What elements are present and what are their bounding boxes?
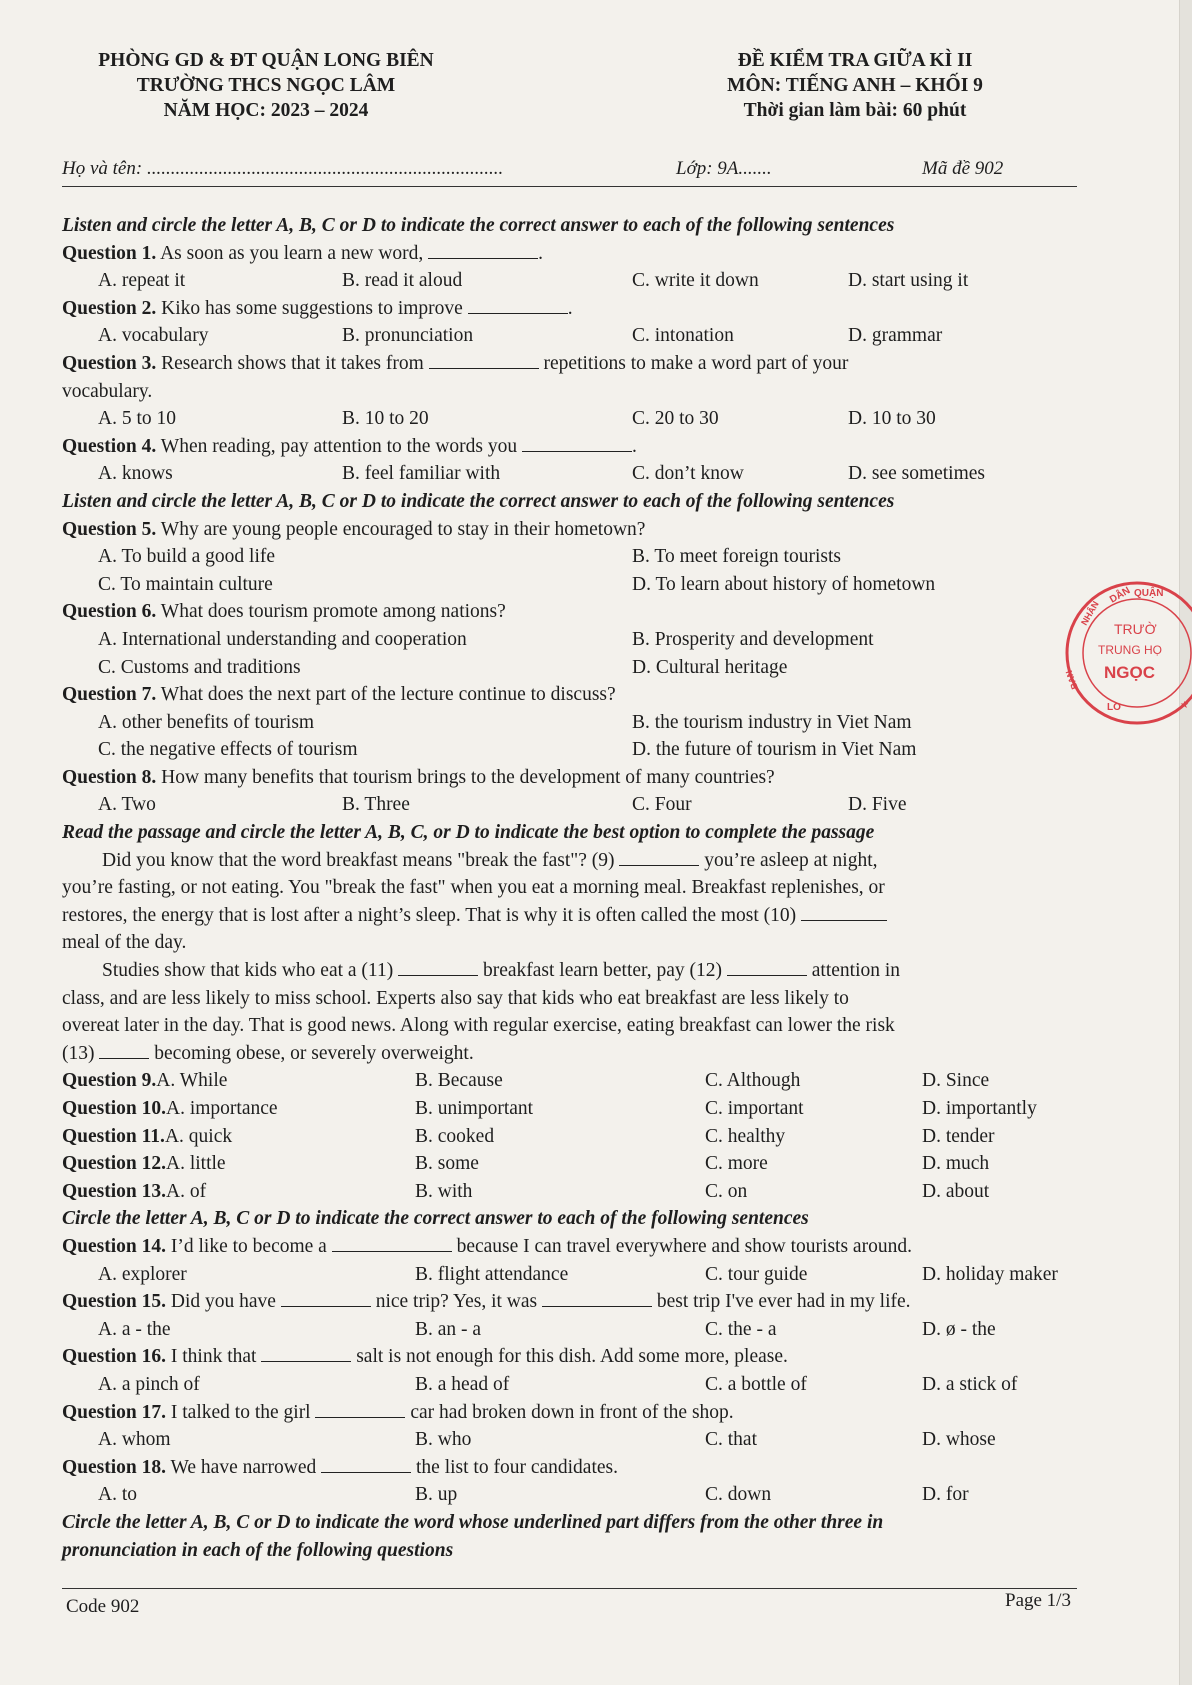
option-b[interactable]: B. 10 to 20 xyxy=(342,408,429,430)
option-b[interactable]: B. pronunciation xyxy=(342,325,474,347)
header-right-line-1: ĐỀ KIỂM TRA GIỮA KÌ II xyxy=(737,50,973,71)
answer-blank-2 xyxy=(542,1288,652,1307)
option-d[interactable]: D. start using it xyxy=(848,270,969,292)
option-b[interactable]: B. an - a xyxy=(415,1318,482,1340)
question-6-options-row-1 xyxy=(62,626,1102,654)
question-3-continuation: vocabulary. xyxy=(62,380,153,402)
gap-12 xyxy=(727,957,807,976)
option-d[interactable]: D. Since xyxy=(922,1070,990,1092)
question-15: Question 15. Did you have nice trip? Yes, it was best trip I've ever had in my life. xyxy=(62,1288,1102,1316)
option-d[interactable]: D. To learn about history of hometown xyxy=(632,573,936,595)
option-a[interactable]: A. quick xyxy=(164,1125,233,1147)
answer-blank xyxy=(321,1454,411,1473)
footer-code: Code 902 xyxy=(66,1596,140,1617)
section-4-instruction: Circle the letter A, B, C or D to indicate the correct answer to each of the following sentences xyxy=(62,1208,809,1230)
question-12-options xyxy=(62,1150,1102,1178)
question-5-options-row-2 xyxy=(62,571,1102,599)
header-left-line-3: NĂM HỌC: 2023 – 2024 xyxy=(163,100,369,121)
option-b[interactable]: B. with xyxy=(415,1180,473,1202)
option-a[interactable]: A. a pinch of xyxy=(98,1373,200,1395)
question-10-options xyxy=(62,1095,1102,1123)
option-a[interactable]: A. explorer xyxy=(98,1263,187,1285)
option-d[interactable]: D. holiday maker xyxy=(922,1263,1058,1285)
footer-page-number: Page 1/3 xyxy=(1005,1590,1071,1611)
option-a[interactable]: A. importance xyxy=(166,1098,278,1119)
option-c[interactable]: C. a bottle of xyxy=(705,1373,807,1395)
answer-blank xyxy=(261,1343,351,1362)
option-b[interactable]: B. who xyxy=(415,1429,472,1451)
option-b[interactable]: B. a head of xyxy=(415,1373,510,1395)
exam-code: Mã đề 902 xyxy=(922,158,1004,179)
option-a[interactable]: A. Two xyxy=(98,794,156,816)
option-a[interactable]: A. To build a good life xyxy=(98,546,276,568)
option-a[interactable]: A. vocabulary xyxy=(98,325,209,347)
option-c[interactable]: C. tour guide xyxy=(705,1263,808,1285)
section-5-instruction-line-2: pronunciation in each of the following questions xyxy=(62,1539,454,1561)
question-2-options xyxy=(62,322,1102,350)
option-a[interactable]: A. knows xyxy=(98,463,173,485)
question-6-options-row-2 xyxy=(62,654,1102,682)
answer-blank xyxy=(332,1233,452,1252)
question-9-options xyxy=(62,1067,1102,1095)
student-name-field[interactable]: Họ và tên: ........................................................................... xyxy=(62,158,504,179)
option-d[interactable]: D. grammar xyxy=(848,325,943,347)
question-1-options xyxy=(62,267,1102,295)
option-a[interactable]: A. repeat it xyxy=(98,270,186,292)
gap-13 xyxy=(99,1040,149,1059)
header-left-line-2: TRƯỜNG THCS NGỌC LÂM xyxy=(136,75,396,96)
question-label: Question 13. A. of xyxy=(62,1178,166,1206)
stamp-text-arc: DÂN xyxy=(1108,585,1133,606)
question-17-options xyxy=(62,1426,1102,1454)
question-6: Question 6. What does tourism promote among nations? xyxy=(62,601,506,623)
gap-10 xyxy=(801,902,887,921)
question-label: Question 10. A. importance xyxy=(62,1095,166,1123)
question-4: Question 4. When reading, pay attention to the words you . xyxy=(62,433,1102,461)
option-c[interactable]: C. don’t know xyxy=(632,463,744,485)
option-d[interactable]: D. see sometimes xyxy=(848,463,986,485)
question-14: Question 14. I’d like to become a because I can travel everywhere and show tourists around. xyxy=(62,1233,1102,1261)
option-d[interactable]: D. a stick of xyxy=(922,1373,1018,1395)
option-b[interactable]: B. read it aloud xyxy=(342,270,463,292)
question-3-options xyxy=(62,405,1102,433)
stamp-text-level: TRUNG HỌ xyxy=(1098,643,1162,657)
option-c[interactable]: C. down xyxy=(705,1484,772,1506)
stamp-text-school: TRƯỜ xyxy=(1114,621,1157,637)
header-left-line-1: PHÒNG GD & ĐT QUẬN LONG BIÊN xyxy=(98,50,434,71)
question-17: Question 17. I talked to the girl car had broken down in front of the shop. xyxy=(62,1399,1102,1427)
question-18: Question 18. We have narrowed the list to four candidates. xyxy=(62,1454,1102,1482)
passage-paragraph-1: Did you know that the word breakfast means "break the fast"? (9) you’re asleep at night, you’re fasting, or not eating. You "break the fast" when you eat a morning meal. Breakfast replenishes, or restores, the energy that is lost after a night’s sleep. That is why it is often called the most (10) meal of the day. xyxy=(62,847,1102,957)
option-d[interactable]: D. about xyxy=(922,1180,990,1202)
option-a[interactable]: A. International understanding and cooperation xyxy=(98,628,467,650)
gap-9 xyxy=(619,847,699,866)
option-c[interactable]: C. To maintain culture xyxy=(98,573,273,595)
option-c[interactable]: C. on xyxy=(705,1180,748,1202)
option-d[interactable]: D. the future of tourism in Viet Nam xyxy=(632,739,917,761)
option-c[interactable]: C. more xyxy=(705,1153,768,1175)
option-b[interactable]: B. unimportant xyxy=(415,1098,534,1119)
question-5-options-row-1 xyxy=(62,543,1102,571)
section-1-instruction: Listen and circle the letter A, B, C or D to indicate the correct answer to each of the following sentences xyxy=(62,215,895,236)
header-right-line-2: MÔN: TIẾNG ANH – KHỐI 9 xyxy=(727,75,983,96)
question-5: Question 5. Why are young people encouraged to stay in their hometown? xyxy=(62,518,646,540)
stamp-text-bottom: LO xyxy=(1107,702,1121,713)
option-d[interactable]: D. ø - the xyxy=(922,1318,996,1340)
option-c[interactable]: C. Although xyxy=(705,1070,801,1092)
stamp-text-edge: BAN xyxy=(1063,668,1080,691)
option-b[interactable]: B. flight attendance xyxy=(415,1263,569,1285)
question-8-options xyxy=(62,791,1102,819)
question-label: Question 12. A. little xyxy=(62,1150,166,1178)
option-d[interactable]: D. much xyxy=(922,1153,990,1175)
option-c[interactable]: C. write it down xyxy=(632,270,759,292)
gap-11 xyxy=(398,957,478,976)
section-5-instruction-line-1: Circle the letter A, B, C or D to indicate the word whose underlined part differs from the other three in xyxy=(62,1511,884,1533)
question-3: Question 3. Research shows that it takes from repetitions to make a word part of your xyxy=(62,350,1102,378)
stamp-text-left: NHÂN xyxy=(1079,599,1101,627)
option-b[interactable]: B. cooked xyxy=(415,1125,495,1147)
question-7-options-row-1 xyxy=(62,709,1102,737)
header-right-line-3: Thời gian làm bài: 60 phút xyxy=(743,100,967,121)
option-c[interactable]: C. intonation xyxy=(632,325,734,347)
answer-blank xyxy=(522,433,632,452)
section-2-instruction: Listen and circle the letter A, B, C or D to indicate the correct answer to each of the following sentences xyxy=(62,490,895,512)
section-3-instruction: Read the passage and circle the letter A, B, C, or D to indicate the best option to complete the passage xyxy=(62,822,875,844)
option-b[interactable]: B. the tourism industry in Viet Nam xyxy=(632,711,912,733)
option-c[interactable]: C. that xyxy=(705,1429,757,1451)
exam-content xyxy=(62,212,1102,1564)
option-c[interactable]: C. healthy xyxy=(705,1125,786,1147)
question-7-options-row-2 xyxy=(62,736,1102,764)
option-a[interactable]: A. little xyxy=(166,1153,226,1175)
option-a[interactable]: A. of xyxy=(166,1180,207,1202)
option-a[interactable]: A. a - the xyxy=(98,1318,171,1340)
question-2: Question 2. Kiko has some suggestions to improve . xyxy=(62,295,1102,323)
header-divider xyxy=(62,186,1077,187)
school-header xyxy=(56,48,476,123)
question-16-options xyxy=(62,1371,1102,1399)
option-d[interactable]: D. for xyxy=(922,1484,969,1506)
school-stamp-icon xyxy=(1062,578,1192,728)
option-a[interactable]: A. other benefits of tourism xyxy=(98,711,315,733)
option-a[interactable]: A. whom xyxy=(98,1429,171,1451)
option-b[interactable]: B. up xyxy=(415,1484,458,1506)
option-b[interactable]: B. Three xyxy=(342,794,410,816)
option-d[interactable]: D. importantly xyxy=(922,1098,1037,1119)
stamp-text-name: NGỌC xyxy=(1104,663,1155,682)
question-15-options xyxy=(62,1316,1102,1344)
answer-blank xyxy=(315,1399,405,1418)
option-c[interactable]: C. Customs and traditions xyxy=(98,656,301,678)
question-label: Question 9. A. While xyxy=(62,1067,156,1095)
option-c[interactable]: C. the negative effects of tourism xyxy=(98,739,358,761)
option-a[interactable]: A. to xyxy=(98,1484,137,1506)
question-4-options xyxy=(62,460,1102,488)
option-b[interactable]: B. Prosperity and development xyxy=(632,628,874,650)
option-b[interactable]: B. To meet foreign tourists xyxy=(632,546,841,568)
student-class-field[interactable]: Lớp: 9A....... xyxy=(676,158,772,179)
question-16: Question 16. I think that salt is not enough for this dish. Add some more, please. xyxy=(62,1343,1102,1371)
question-14-options xyxy=(62,1261,1102,1289)
question-1: Question 1. As soon as you learn a new word, . xyxy=(62,240,1102,268)
option-d[interactable]: D. whose xyxy=(922,1429,996,1451)
stamp-text-top: QUẬN xyxy=(1134,588,1164,599)
question-7: Question 7. What does the next part of the lecture continue to discuss? xyxy=(62,684,616,706)
option-d[interactable]: D. Five xyxy=(848,794,907,816)
option-c[interactable]: C. important xyxy=(705,1098,804,1119)
page-edge xyxy=(1179,0,1192,1685)
stamp-star-icon: ★ xyxy=(1180,700,1189,711)
option-b[interactable]: B. some xyxy=(415,1153,479,1175)
answer-blank xyxy=(281,1288,371,1307)
option-c[interactable]: C. the - a xyxy=(705,1318,777,1340)
answer-blank xyxy=(468,295,568,314)
option-d[interactable]: D. Cultural heritage xyxy=(632,656,788,678)
option-c[interactable]: C. 20 to 30 xyxy=(632,408,719,430)
option-d[interactable]: D. tender xyxy=(922,1125,995,1147)
question-18-options xyxy=(62,1481,1102,1509)
option-d[interactable]: D. 10 to 30 xyxy=(848,408,936,430)
question-13-options xyxy=(62,1178,1102,1206)
exam-header xyxy=(680,48,1030,123)
option-a[interactable]: A. 5 to 10 xyxy=(98,408,176,430)
question-11-options xyxy=(62,1123,1102,1151)
option-b[interactable]: B. feel familiar with xyxy=(342,463,501,485)
footer-divider xyxy=(62,1588,1077,1589)
passage-paragraph-2: Studies show that kids who eat a (11) breakfast learn better, pay (12) attention in class, and are less likely to miss school. Experts also say that kids who eat breakfast are less likely to overeat later in the day. That is good news. Along with regular exercise, eating breakfast can lower the risk (13) becoming obese, or severely overweight. xyxy=(62,957,1102,1067)
question-8: Question 8. How many benefits that tourism brings to the development of many countries? xyxy=(62,766,775,788)
option-b[interactable]: B. Because xyxy=(415,1070,503,1092)
option-c[interactable]: C. Four xyxy=(632,794,692,816)
option-a[interactable]: A. While xyxy=(156,1070,228,1092)
question-label: Question 11. A. quick xyxy=(62,1123,165,1151)
answer-blank xyxy=(429,350,539,369)
answer-blank xyxy=(428,240,538,259)
